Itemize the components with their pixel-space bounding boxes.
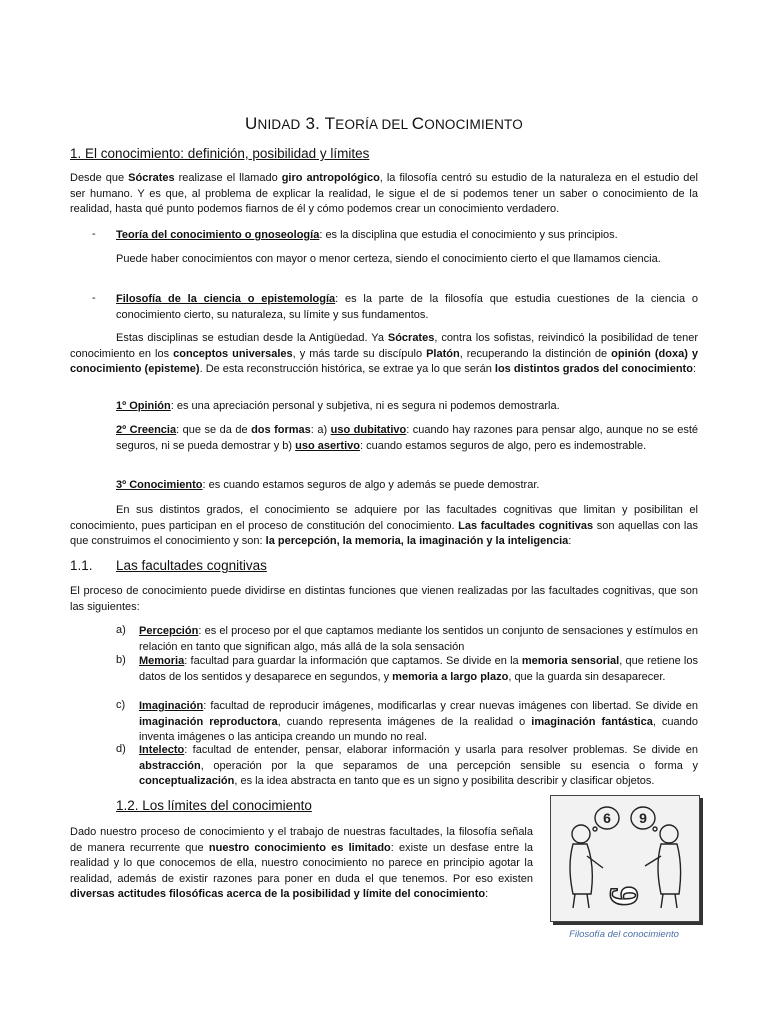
text: : a) <box>310 424 331 436</box>
text: los distintos grados del conocimiento <box>494 363 693 375</box>
text: Estas disciplinas se estudian desde la Antigüedad. Ya <box>116 332 388 344</box>
bullet-dash: - <box>92 292 96 304</box>
text: abstracción <box>139 759 201 772</box>
text: la percepción, la memoria, la imaginación y la inteligencia <box>265 535 569 547</box>
term: Percepción <box>139 625 199 637</box>
bubble-dot <box>653 827 657 831</box>
text: Las facultades cognitivas <box>458 519 594 532</box>
text: : facultad para guardar la información que captamos. Se divide en la <box>184 655 522 667</box>
title-part: 3. <box>300 114 325 133</box>
text: Platón <box>426 347 460 360</box>
term: uso asertivo <box>295 439 360 452</box>
text: : existe un desfase entre la realidad y lo que conocemos de ella, nuestro conocimiento no parece en principio agotar la realidad, además de existir razones para poner en duda el que tenemos. Por eso existen <box>70 841 534 885</box>
left-person-arm <box>587 856 603 868</box>
term: 3º Conocimiento <box>116 479 203 491</box>
text: Sócrates <box>387 332 435 344</box>
list-letter: c) <box>116 699 126 711</box>
text: dos formas <box>251 424 311 436</box>
floor-digit: 6 <box>601 886 646 906</box>
left-person-legs <box>573 894 589 908</box>
grado-creencia <box>116 423 698 454</box>
title-part: C <box>411 114 425 133</box>
intro-paragraph <box>70 171 698 218</box>
text: : <box>485 888 489 900</box>
text: : cuando estamos seguros de algo, pero es indemostrable. <box>359 439 647 452</box>
section-heading: 1. El conocimiento: definición, posibilidad y límites <box>70 146 370 161</box>
title-part: T <box>324 114 336 133</box>
historia-paragraph <box>70 331 698 378</box>
text: opinión (doxa) y conocimiento (episteme) <box>70 347 698 375</box>
bullet-dash: - <box>92 228 96 240</box>
right-bubble-digit: 9 <box>639 810 647 826</box>
right-person-head <box>660 825 678 843</box>
text: : <box>692 363 696 375</box>
left-person-body <box>570 844 592 894</box>
certeza-paragraph: Puede haber conocimientos con mayor o menor certeza, siendo el conocimiento cierto el que llamamos ciencia. <box>116 253 661 265</box>
text: , recuperando la distinción de <box>459 347 612 360</box>
title-part: U <box>245 114 258 133</box>
text: imaginación fantástica <box>531 715 653 728</box>
title-part: EORÍA DEL <box>335 117 412 132</box>
text: Desde que <box>70 172 129 184</box>
term: 2º Creencia <box>116 424 177 436</box>
text: : es cuando estamos seguros de algo y además se puede demostrar. <box>202 479 540 491</box>
text: , es la idea abstracta en tanto que es un signo y posibilita describir y clasificar objetos. <box>234 775 655 787</box>
subsection-heading: Las facultades cognitivas <box>116 558 267 573</box>
text: , que retiene los datos de los sentidos y desaparece en segundos, y <box>139 655 698 683</box>
text: Dado nuestro proceso de conocimiento y el trabajo de nuestras facultades, la filosofía señala de manera recurrente que <box>70 826 533 854</box>
text: En sus distintos grados, el conocimiento se adquiere por las facultades cognitivas que limitan y posibilitan el conocimiento, pues participan en el proceso de constitución del conocimiento. <box>70 504 698 532</box>
list-letter: b) <box>116 654 126 666</box>
term: Filosofía de la ciencia o epistemología <box>116 293 336 305</box>
text: : cuando hay razones para pensar algo, aunque no se esté seguros, ni se pueda demostrar y b) <box>116 424 699 452</box>
facultades-paragraph <box>70 503 698 550</box>
definition-epistemologia <box>116 292 698 323</box>
term: 1º Opinión <box>116 400 171 412</box>
bubble-dot <box>593 827 597 831</box>
text: : es el proceso por el que captamos mediante los sentidos un conjunto de sensaciones y estímulos en relación en tanto que significan algo, más allá de la sola sensación <box>139 625 698 653</box>
term: Teoría del conocimiento o gnoseología <box>116 229 320 241</box>
list-item-memoria <box>139 654 698 685</box>
text: , operación por la que separamos de una percepción sensible su esencia o forma y <box>200 759 698 772</box>
list-letter: d) <box>116 743 126 755</box>
text: : es una apreciación personal y subjetiva, ni es segura ni podemos demostrarla. <box>170 400 560 412</box>
term: Memoria <box>139 655 185 667</box>
term: Imaginación <box>139 700 204 712</box>
title-part: ONOCIMIENTO <box>424 117 523 132</box>
facultades-intro: El proceso de conocimiento puede dividirse en distintas funciones que vienen realizadas por las facultades cognitivas, que son las siguientes: <box>70 585 698 613</box>
illustration-figure <box>550 795 700 922</box>
text: : facultad de entender, pensar, elaborar información y usarla para resolver problemas. Se divide en <box>184 744 698 756</box>
text: diversas actitudes filosóficas acerca de la posibilidad y límite del conocimiento <box>70 888 486 900</box>
left-person-head <box>572 825 590 843</box>
text: conceptos universales <box>173 347 293 360</box>
list-item-percepcion <box>139 624 698 655</box>
text: nuestro conocimiento es limitado <box>208 841 391 854</box>
definition-gnoseologia <box>116 228 698 244</box>
list-item-intelecto <box>139 743 698 790</box>
text: , y más tarde su discípulo <box>292 347 427 360</box>
text: , cuando representa imágenes de la realidad o <box>277 715 532 728</box>
text: imaginación reproductora <box>139 715 278 728</box>
term: uso dubitativo <box>330 424 407 436</box>
list-letter: a) <box>116 624 126 636</box>
text: : es la parte de la filosofía que estudia cuestiones de la ciencia o conocimiento cierto, su naturaleza, su límite y sus fundamentos. <box>116 293 699 321</box>
text: memoria a largo plazo <box>392 670 509 683</box>
limites-paragraph <box>70 825 533 903</box>
right-person-body <box>658 844 681 894</box>
text: : facultad de reproducir imágenes, modificarlas y crear nuevas imágenes con libertad. Se divide en <box>203 700 698 712</box>
cartoon-illustration <box>551 796 699 921</box>
figure-caption: Filosofía del conocimiento <box>569 929 679 940</box>
text: : es la disciplina que estudia el conocimiento y sus principios. <box>319 229 618 241</box>
text: , cuando inventa imágenes o las anticipa creando un mundo no real. <box>139 715 699 743</box>
right-person-legs <box>661 894 677 908</box>
subsection-heading: 1.2. Los límites del conocimiento <box>116 798 312 813</box>
term: Intelecto <box>139 744 185 756</box>
page-title <box>0 114 768 134</box>
text: : que se da de <box>176 424 252 436</box>
text: Sócrates <box>128 172 175 184</box>
text: , la filosofía centró su estudio de la naturaleza en el estudio del ser humano. Y es que, al problema de explicar la realidad, le sigue el de si podemos tener un saber o conocimiento de la realidad, hasta qué punto podemos fiarnos de él y cómo podemos crear un conocimiento verdadero. <box>70 172 698 215</box>
title-part: NIDAD <box>257 117 301 132</box>
grado-conocimiento <box>116 478 698 494</box>
list-item-imaginacion <box>139 699 698 746</box>
text: memoria sensorial <box>521 655 620 667</box>
text: son aquellas con las que construimos el conocimiento y son: <box>70 519 698 547</box>
subsection-number: 1.1. <box>70 558 93 573</box>
left-bubble-digit: 6 <box>603 810 611 826</box>
text: , que la guarda sin desaparecer. <box>508 670 666 683</box>
grado-opinion <box>116 399 698 415</box>
text: : <box>568 535 572 547</box>
text: giro antropológico <box>281 172 380 184</box>
text: conceptualización <box>139 775 235 787</box>
text: , contra los sofistas, reivindicó la posibilidad de tener conocimiento en los <box>70 332 698 360</box>
text: realizase el llamado <box>174 172 282 184</box>
text: . De esta reconstrucción histórica, se extrae ya lo que serán <box>199 363 495 375</box>
